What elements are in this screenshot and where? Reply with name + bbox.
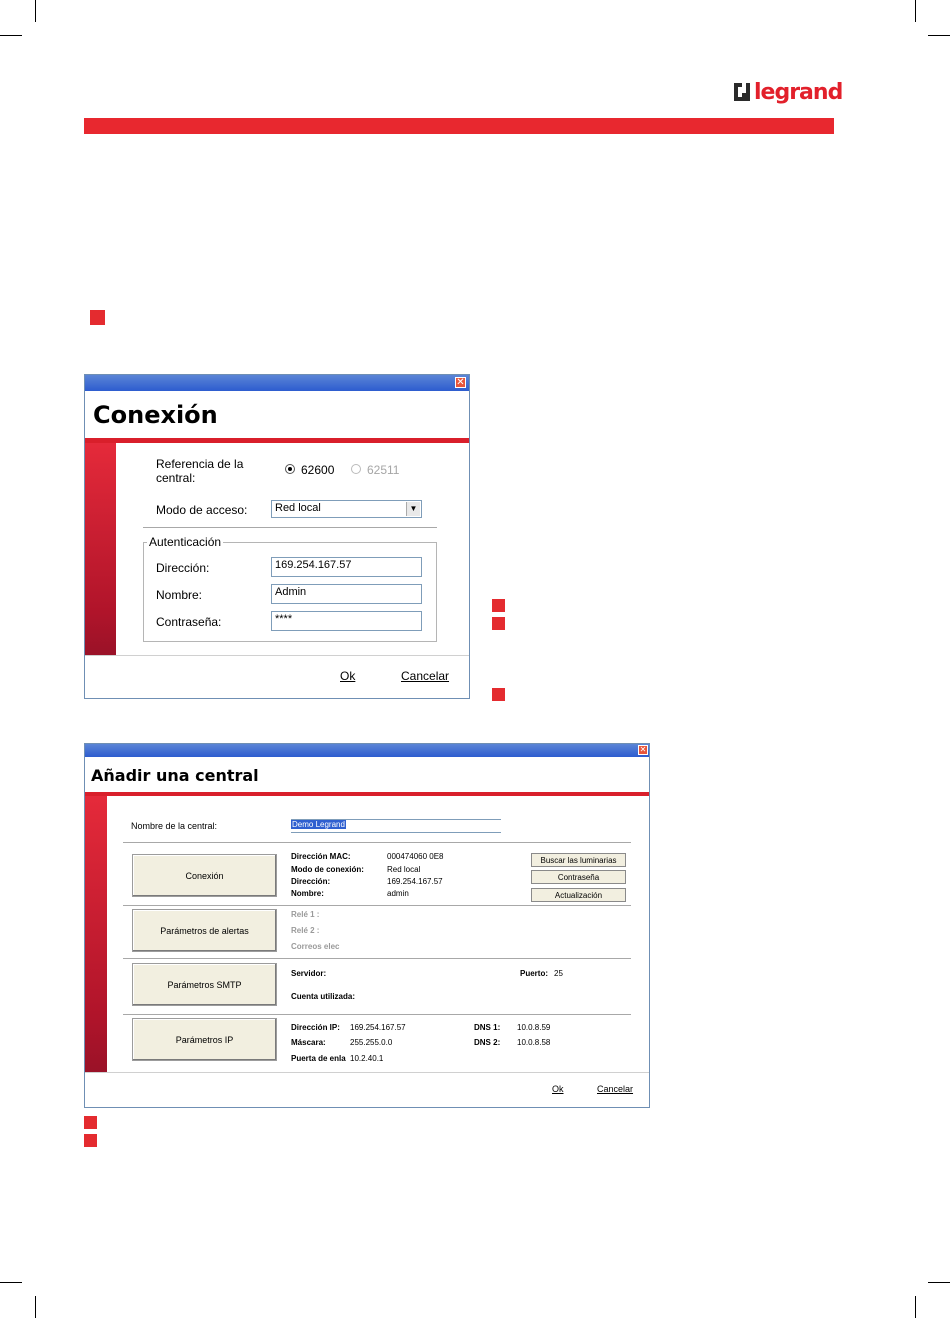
access-mode-label: Modo de acceso: <box>156 503 248 517</box>
crop-mark <box>35 1296 36 1318</box>
crop-mark <box>915 0 916 22</box>
separator <box>123 905 631 906</box>
add-central-dialog <box>84 743 650 1108</box>
mode-label: Modo de conexión: <box>291 865 364 874</box>
radio-selected-icon <box>285 464 295 474</box>
central-name-field[interactable] <box>291 819 501 833</box>
mode-value: Red local <box>387 865 421 874</box>
legrand-logo <box>734 80 842 104</box>
address-field[interactable]: 169.254.167.57 <box>271 557 422 577</box>
mask-label: Máscara: <box>291 1038 326 1047</box>
footer-separator <box>85 1072 650 1073</box>
port-value: 25 <box>554 969 563 978</box>
separator <box>123 1014 631 1015</box>
radio-label: 62600 <box>301 463 335 477</box>
close-icon[interactable]: ✕ <box>456 377 465 388</box>
address-label: Dirección: <box>291 877 331 886</box>
authentication-group-title: Autenticación <box>149 535 222 549</box>
radio-unselected-icon <box>351 464 361 474</box>
account-label: Cuenta utilizada: <box>291 992 356 1001</box>
ok-button[interactable]: Ok <box>340 669 356 683</box>
central-name-label: Nombre de la central: <box>131 821 218 831</box>
password-label: Contraseña: <box>156 615 222 629</box>
crop-mark <box>928 35 950 36</box>
mac-value: 000474060 0E8 <box>387 852 444 861</box>
separator <box>143 527 437 528</box>
dns1-label: DNS 1: <box>474 1023 501 1032</box>
red-sidebar <box>85 443 116 655</box>
smtp-parameters-button[interactable]: Parámetros SMTP <box>132 963 277 1006</box>
relay2-label: Relé 2 : <box>291 926 320 935</box>
separator <box>123 842 631 843</box>
note-bullet <box>84 1116 97 1129</box>
alert-parameters-button[interactable]: Parámetros de alertas <box>132 909 277 952</box>
close-icon[interactable]: ✕ <box>639 745 647 754</box>
password-field[interactable]: **** <box>271 611 422 631</box>
name-label: Nombre: <box>291 889 324 898</box>
note-bullet <box>492 617 505 630</box>
address-label: Dirección: <box>156 561 210 575</box>
chevron-down-icon[interactable]: ▼ <box>406 502 420 516</box>
name-value: admin <box>387 889 409 898</box>
password-button[interactable]: Contraseña <box>531 870 626 884</box>
crop-mark <box>0 35 22 36</box>
radio-label: 62511 <box>367 463 400 477</box>
address-value: 169.254.167.57 <box>387 877 443 886</box>
note-bullet <box>492 688 505 701</box>
connection-dialog <box>84 374 470 699</box>
crop-mark <box>0 1282 22 1283</box>
mac-label: Dirección MAC: <box>291 852 351 861</box>
ip-value: 169.254.167.57 <box>350 1023 406 1032</box>
gateway-value: 10.2.40.1 <box>350 1054 384 1063</box>
dns2-value: 10.0.8.58 <box>517 1038 551 1047</box>
separator <box>123 958 631 959</box>
radio-62511[interactable] <box>351 463 399 477</box>
ip-parameters-button[interactable]: Parámetros IP <box>132 1018 277 1061</box>
dialog-title: Añadir una central <box>91 766 259 785</box>
title-bar[interactable] <box>85 744 649 757</box>
legrand-mark-icon <box>734 83 750 101</box>
header-red-bar <box>84 118 834 134</box>
ok-button[interactable]: Ok <box>552 1084 564 1094</box>
central-reference-label: Referencia de la central: <box>156 457 244 485</box>
dialog-title: Conexión <box>93 401 218 429</box>
radio-62600[interactable] <box>285 463 334 477</box>
access-mode-value: Red local <box>275 502 321 514</box>
cancel-button[interactable]: Cancelar <box>597 1084 634 1094</box>
title-bar[interactable] <box>85 375 469 391</box>
note-bullet <box>492 599 505 612</box>
dns2-label: DNS 2: <box>474 1038 501 1047</box>
crop-mark <box>928 1282 950 1283</box>
ip-label: Dirección IP: <box>291 1023 340 1032</box>
central-name-value: Demo Legrand <box>292 820 345 829</box>
note-bullet <box>84 1134 97 1147</box>
connection-button[interactable]: Conexión <box>132 854 277 897</box>
dns1-value: 10.0.8.59 <box>517 1023 551 1032</box>
title-red-line <box>85 792 649 796</box>
server-label: Servidor: <box>291 969 327 978</box>
mask-value: 255.255.0.0 <box>350 1038 393 1047</box>
cancel-button[interactable]: Cancelar <box>401 669 450 683</box>
port-label: Puerto: <box>520 969 548 978</box>
emails-label: Correos elec <box>291 942 340 951</box>
search-luminaires-button[interactable]: Buscar las luminarias <box>531 853 626 867</box>
crop-mark <box>915 1296 916 1318</box>
access-mode-select[interactable] <box>271 500 422 518</box>
red-sidebar <box>85 796 107 1072</box>
name-field[interactable]: Admin <box>271 584 422 604</box>
crop-mark <box>35 0 36 22</box>
title-red-line <box>85 438 469 443</box>
gateway-label: Puerta de enla <box>291 1054 346 1063</box>
logo-text: legrand <box>754 79 843 105</box>
relay1-label: Relé 1 : <box>291 910 320 919</box>
footer-separator <box>85 655 470 656</box>
name-label: Nombre: <box>156 588 203 602</box>
section-bullet <box>90 310 105 325</box>
update-button[interactable]: Actualización <box>531 888 626 902</box>
